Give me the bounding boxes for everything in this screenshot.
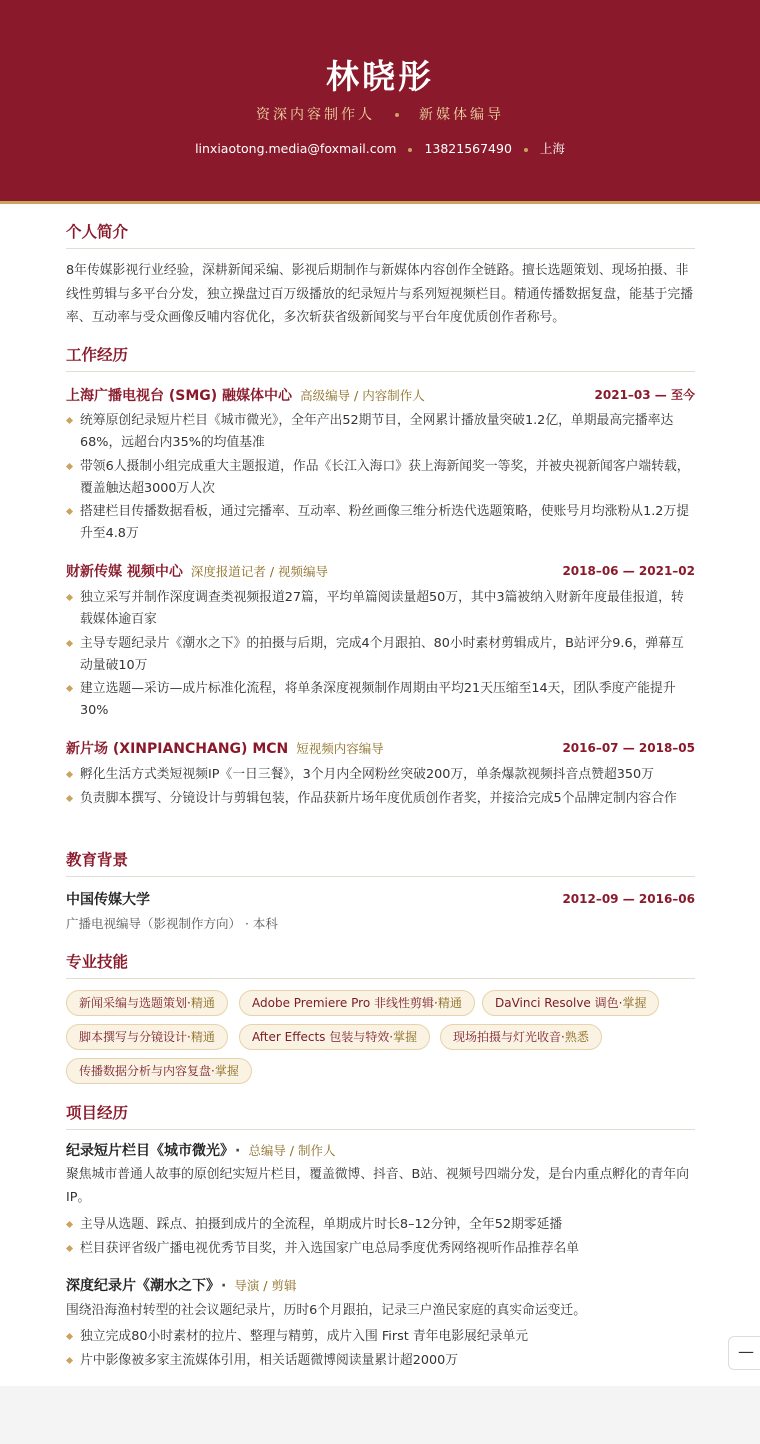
skill-chip: DaVinci Resolve 调色·掌握 xyxy=(482,990,659,1016)
job-bullets xyxy=(66,587,695,724)
job-header xyxy=(66,384,695,406)
project-header: 纪录短片栏目《城市微光》 · 总编导 / 制作人 xyxy=(66,1143,336,1159)
list-item: 主导从选题、踩点、拍摄到成片的全流程，单期成片时长8–12分钟，全年52期零延播 xyxy=(66,1214,695,1236)
project-desc: 围绕沿海渔村转型的社会议题纪录片，历时6个月跟拍，记录三户渔民家庭的真实命运变迁。 xyxy=(66,1303,587,1318)
list-item: 主导专题纪录片《潮水之下》的拍摄与后期，完成4个月跟拍、80小时素材剪辑成片，B站评分9.6，弹幕互动量破10万 xyxy=(66,633,695,677)
education-header xyxy=(66,888,695,910)
project-name: 纪录短片栏目《城市微光》 xyxy=(66,1143,227,1159)
section-title-summary: 个人简介 xyxy=(66,201,695,249)
job-date: 2021–03 — 至今 xyxy=(594,388,695,402)
job-role: 短视频内容编导 xyxy=(296,741,384,756)
section-title-education: 教育背景 xyxy=(66,829,695,877)
list-item: 独立完成80小时素材的拉片、整理与精剪，成片入围 First 青年电影展纪录单元 xyxy=(66,1326,695,1348)
list-item: 建立选题—采访—成片标准化流程，将单条深度视频制作周期由平均21天压缩至14天，团队季度产能提升30% xyxy=(66,678,695,722)
section-title-work: 工作经历 xyxy=(66,324,695,372)
list-item: 统筹原创纪录短片栏目《城市微光》，全年产出52期节目，全网累计播放量突破1.2亿，单期最高完播率达68%，远超台内35%的均值基准 xyxy=(66,410,695,454)
skill-chip: Adobe Premiere Pro 非线性剪辑·精通 xyxy=(239,990,475,1016)
section-title-skills: 专业技能 xyxy=(66,931,695,979)
project-name: 深度纪录片《潮水之下》 xyxy=(66,1278,213,1294)
education-major: 广播电视编导（影视制作方向） · 本科 xyxy=(66,916,278,931)
list-item: 负责脚本撰写、分镜设计与剪辑包装，作品获新片场年度优质创作者奖，并接洽完成5个品牌定制内容合作 xyxy=(66,788,695,810)
project-bullets xyxy=(66,1326,695,1373)
list-item: 搭建栏目传播数据看板，通过完播率、互动率、粉丝画像三维分析迭代选题策略，使账号月均涨粉从1.2万提升至4.8万 xyxy=(66,501,695,545)
list-item: 独立采写并制作深度调查类视频报道27篇，平均单篇阅读量超50万，其中3篇被纳入财新年度最佳报道，转载媒体逾百家 xyxy=(66,587,695,631)
resume-header xyxy=(0,0,760,204)
contact-phone[interactable]: 13821567490 xyxy=(424,141,512,156)
list-item: 片中影像被多家主流媒体引用，相关话题微博阅读量累计超2000万 xyxy=(66,1350,695,1372)
job-header xyxy=(66,560,695,582)
list-item: 孵化生活方式类短视频IP《一日三餐》，3个月内全网粉丝突破200万，单条爆款视频抖音点赞超350万 xyxy=(66,764,695,786)
candidate-title xyxy=(0,104,760,126)
school-name: 中国传媒大学 xyxy=(66,892,150,908)
project-bullets xyxy=(66,1214,695,1261)
job-header xyxy=(66,737,695,759)
job-org: 上海广播电视台 (SMG) 融媒体中心 xyxy=(66,388,293,404)
contact-city: 上海 xyxy=(539,141,565,156)
skill-chip: 脚本撰写与分镜设计·精通 xyxy=(66,1024,228,1050)
job-date: 2018–06 — 2021–02 xyxy=(562,564,695,578)
list-item: 栏目获评省级广播电视优秀节目奖，并入选国家广电总局季度优秀网络视听作品推荐名单 xyxy=(66,1238,695,1260)
title-separator xyxy=(395,113,399,117)
project-header: 深度纪录片《潮水之下》 · 导演 / 剪辑 xyxy=(66,1278,297,1294)
job-date: 2016–07 — 2018–05 xyxy=(562,741,695,755)
job-org: 新片场 (XINPIANCHANG) MCN xyxy=(66,741,289,757)
job-role: 高级编导 / 内容制作人 xyxy=(300,388,425,403)
title-primary: 资深内容制作人 xyxy=(256,107,375,123)
skill-chip: 现场拍摄与灯光收音·熟悉 xyxy=(440,1024,602,1050)
contact-separator xyxy=(524,148,528,152)
project-desc: 聚焦城市普通人故事的原创纪实短片栏目，覆盖微博、抖音、B站、视频号四端分发，是台内重点孵化的青年向IP。 xyxy=(66,1167,690,1205)
skill-chip: 传播数据分析与内容复盘·掌握 xyxy=(66,1058,252,1084)
skill-chip: After Effects 包装与特效·掌握 xyxy=(239,1024,430,1050)
candidate-name: 林晓彤 xyxy=(326,57,434,96)
contact-separator xyxy=(408,148,412,152)
summary-text: 8年传媒影视行业经验，深耕新闻采编、影视后期制作与新媒体内容创作全链路。擅长选题策划、现场拍摄、非线性剪辑与多平台分发，独立操盘过百万级播放的纪录短片与系列短视频栏目。精通传播数据复盘，能基于完播率、互动率与受众画像反哺内容优化，多次斩获省级新闻奖与平台年度优质创作者称号。 xyxy=(66,263,694,325)
job-role: 深度报道记者 / 视频编导 xyxy=(190,564,329,579)
project-role: 导演 / 剪辑 xyxy=(234,1278,297,1293)
job-bullets xyxy=(66,410,695,547)
contact-line xyxy=(0,139,760,159)
zoom-out-button[interactable] xyxy=(728,1336,760,1370)
section-title-projects: 项目经历 xyxy=(66,1082,695,1130)
job-bullets xyxy=(66,764,695,811)
skill-chip: 新闻采编与选题策划·精通 xyxy=(66,990,228,1016)
title-secondary: 新媒体编导 xyxy=(419,107,504,123)
minus-icon: — xyxy=(738,1342,754,1361)
list-item: 带领6人摄制小组完成重大主题报道，作品《长江入海口》获上海新闻奖一等奖，并被央视新闻客户端转载，覆盖触达超3000万人次 xyxy=(66,456,695,500)
project-role: 总编导 / 制作人 xyxy=(248,1143,336,1158)
contact-email[interactable]: linxiaotong.media@foxmail.com xyxy=(195,141,397,156)
education-date: 2012–09 — 2016–06 xyxy=(562,892,695,906)
job-org: 财新传媒 视频中心 xyxy=(66,564,183,580)
